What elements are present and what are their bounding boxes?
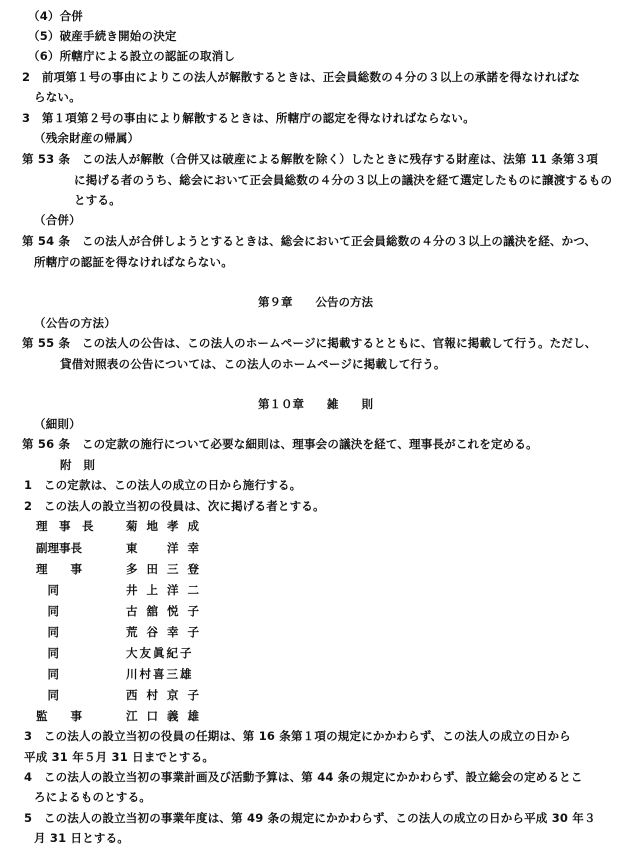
officer-role: 副理事長 [36,541,82,555]
text-line: 貸借対照表の公告については、この法人のホームページに掲載して行う。 [60,357,446,371]
chapter-title: 第１０章 雑 則 [258,397,373,411]
text-line: 平成 31 年５月 31 日までとする。 [24,750,215,764]
officer-name: 西村京子 [126,688,208,702]
section-heading: （残余財産の帰属） [34,131,140,145]
text-line: （6）所轄庁による設立の認証の取消し [28,49,236,63]
section-heading: （合併） [34,213,81,227]
text-line: らない。 [34,90,81,104]
text-line: 2 この法人の設立当初の役員は、次に掲げる者とする。 [24,499,325,513]
officer-name: 荒谷幸子 [126,625,208,639]
officer-role: 監 事 [36,709,82,723]
officer-role: 同 [36,646,59,660]
supplementary-heading: 附 則 [60,458,96,472]
chapter-title: 第９章 公告の方法 [258,295,373,309]
officer-name: 井上洋二 [126,583,208,597]
article-line: 第 53 条 この法人が解散（合併又は破産による解散を除く）したときに残存する財産は、法第 11 条第３項 [22,152,599,166]
text-line: 月 31 日とする。 [34,831,130,845]
text-line: ろによるものとする。 [34,790,151,804]
officer-role: 同 [36,667,59,681]
text-line: 1 この定款は、この法人の成立の日から施行する。 [24,478,302,492]
text-line: とする。 [74,193,121,207]
text-line: （4）合併 [28,9,84,23]
officer-role: 同 [36,688,59,702]
article-line: 第 54 条 この法人が合併しようとするときは、総会において正会員総数の４分の３以上の議決を経、かつ、 [22,234,597,248]
section-heading: （公告の方法） [34,316,116,330]
text-line: に掲げる者のうち、総会において正会員総数の４分の３以上の議決を経て選定したものに譲渡するもの [74,173,613,187]
officer-name: 川村喜三雄 [126,667,194,681]
text-line: 5 この法人の設立当初の事業年度は、第 49 条の規定にかかわらず、この法人の成立の日から平成 30 年３ [24,811,596,825]
officer-name: 多田三登 [126,562,208,576]
officer-name: 東 洋幸 [126,541,208,555]
officer-name: 江口義雄 [126,709,208,723]
text-line: 2 前項第１号の事由によりこの法人が解散するときは、正会員総数の４分の３以上の承諾を得なければな [22,70,581,84]
officer-role: 同 [36,604,59,618]
officer-role: 同 [36,625,59,639]
text-line: 3 第１項第２号の事由により解散するときは、所轄庁の認定を得なければならない。 [22,111,475,125]
officer-name: 古舘悦子 [126,604,208,618]
officer-role: 理 事 長 [36,519,94,533]
officer-role: 理 事 [36,562,82,576]
text-line: 所轄庁の認証を得なければならない。 [34,255,233,269]
text-line: 3 この法人の設立当初の役員の任期は、第 16 条第１項の規定にかかわらず、この法人の成立の日から [24,729,571,743]
article-line: 第 56 条 この定款の施行について必要な細則は、理事会の議決を経て、理事長がこれを定める。 [22,437,538,451]
officer-role: 同 [36,583,59,597]
article-line: 第 55 条 この法人の公告は、この法人のホームページに掲載するとともに、官報に掲載して行う。ただし、 [22,336,597,350]
text-line: 4 この法人の設立当初の事業計画及び活動予算は、第 44 条の規定にかかわらず、設立総会の定めるとこ [24,770,583,784]
officer-name: 大友眞紀子 [126,646,194,660]
section-heading: （細則） [34,417,81,431]
officer-name: 菊地孝成 [126,519,208,533]
text-line: （5）破産手続き開始の決定 [28,29,177,43]
